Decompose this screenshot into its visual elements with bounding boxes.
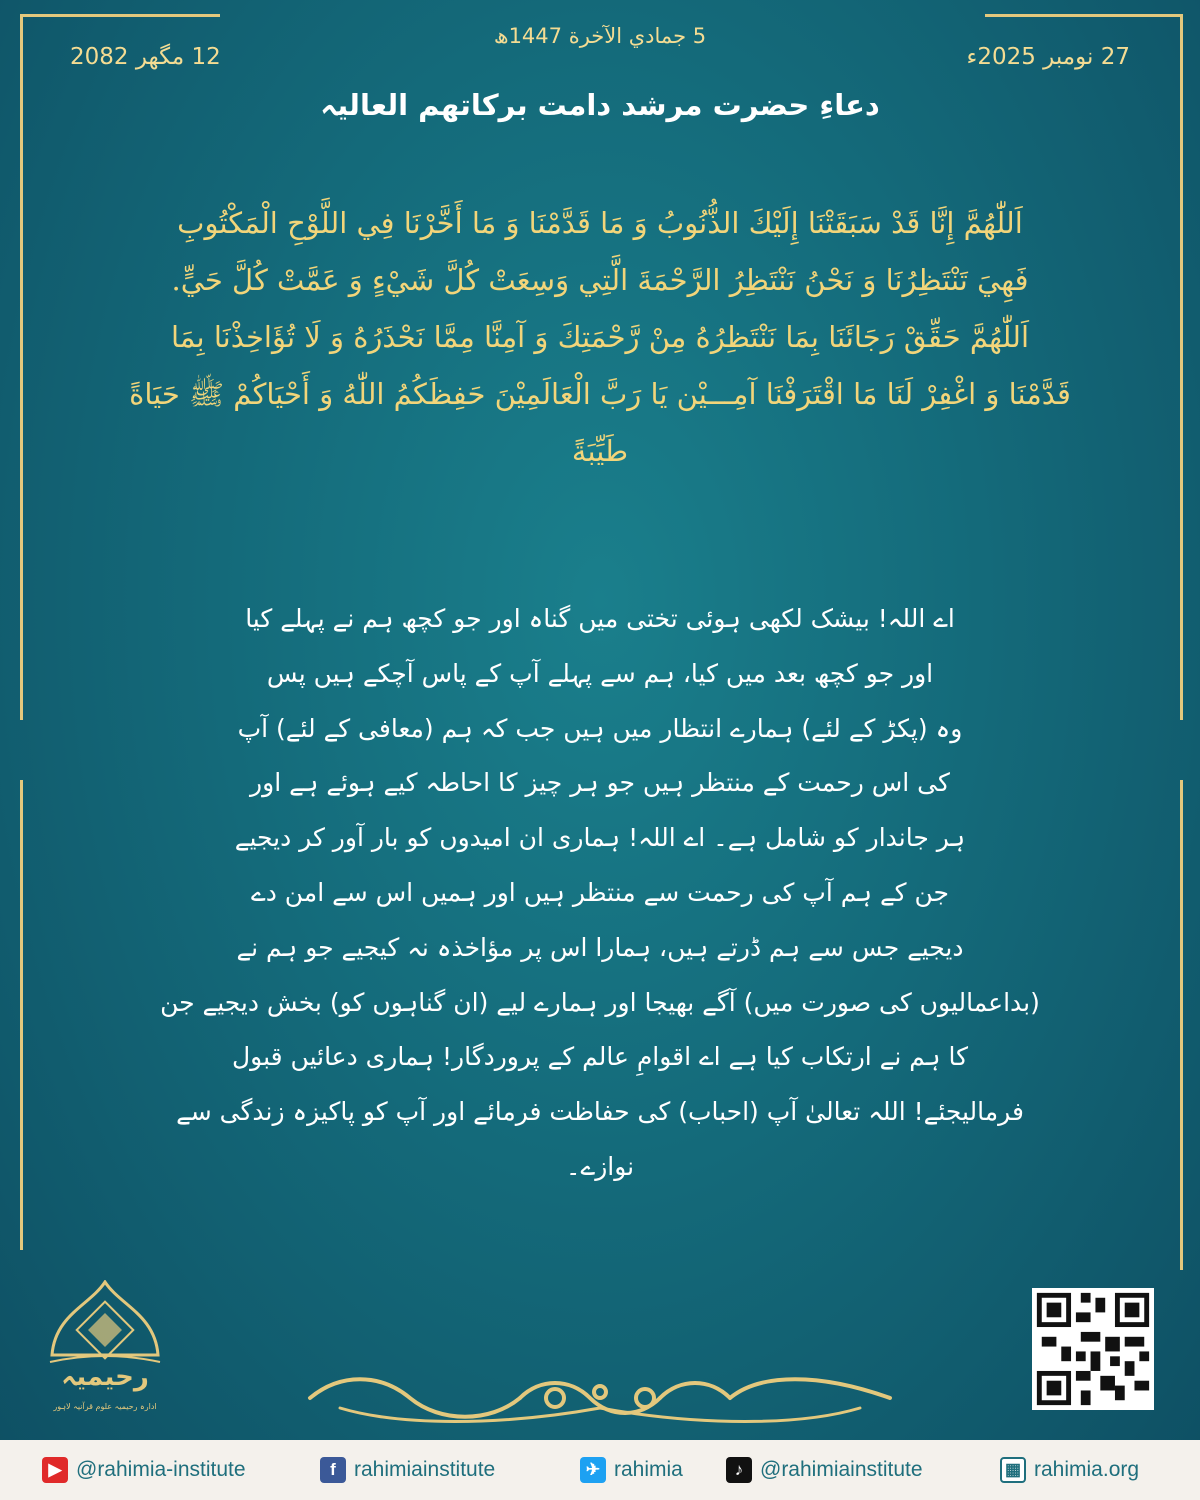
youtube-icon: ▶	[42, 1457, 68, 1483]
rahimia-logo	[40, 1280, 170, 1430]
twitter-handle: rahimia	[614, 1458, 683, 1481]
twitter-icon: ✈	[580, 1457, 606, 1483]
page-title: دعاءِ حضرت مرشد دامت برکاتھم العالیہ	[320, 88, 880, 122]
logo-text: رحیمیہ	[61, 1362, 149, 1392]
urdu-line: (بداعمالیوں کی صورت میں) آگے بھیجا اور ہمارے لیے (ان گناہوں کو) بخش دیجیے جن	[160, 987, 1040, 1017]
website-link[interactable]	[1000, 1456, 1139, 1484]
facebook-icon: f	[320, 1457, 346, 1483]
qr-code-icon	[1032, 1288, 1154, 1410]
website-url: rahimia.org	[1034, 1458, 1140, 1481]
youtube-handle: @rahimia-institute	[76, 1458, 246, 1481]
facebook-handle: rahimiainstitute	[354, 1458, 496, 1481]
facebook-link[interactable]	[320, 1456, 495, 1484]
urdu-line: فرمالیجئے! اللہ تعالیٰ آپ (احباب) کی حفاظت فرمائے اور آپ کو پاکیزہ زندگی سے	[176, 1097, 1024, 1127]
urdu-line: دیجیے جس سے ہم ڈرتے ہیں، ہمارا اس پر مؤاخذہ نہ کیجیے جو ہم نے	[236, 932, 964, 962]
arabic-line: قَدَّمْنَا وَ اغْفِرْ لَنَا مَا اقْتَرَفْنَا آمِـــيْن يَا رَبَّ الْعَالَمِيْنَ حَفِظَكُمُ اللّٰهُ وَ أَحْيَاكُمْ ﷺ حَيَاةً	[129, 377, 1071, 411]
ornament-divider-icon	[300, 1368, 900, 1428]
urdu-line: اور جو کچھ بعد میں کیا، ہم سے پہلے آپ کے پاس آچکے ہیں پس	[266, 658, 934, 688]
arabic-line: طَيِّبَةً	[571, 434, 629, 468]
urdu-line: نوازے۔	[565, 1151, 635, 1181]
qr-code[interactable]	[1032, 1288, 1154, 1410]
gregorian-date: 27 نومبر 2025ء	[966, 44, 1130, 70]
bikrami-date: 12 مگھر 2082	[70, 44, 221, 70]
frame-top-right	[985, 14, 1183, 17]
urdu-translation	[150, 592, 1050, 1195]
urdu-line: ہر جاندار کو شامل ہے۔ اے اللہ! ہماری ان امیدوں کو بار آور کر دیجیے	[234, 823, 966, 853]
frame-top-left	[20, 14, 220, 17]
urdu-line: کا ہم نے ارتکاب کیا ہے اے اقوامِ عالم کے پروردگار! ہماری دعائیں قبول	[232, 1042, 968, 1072]
website-icon: ▦	[1000, 1457, 1026, 1483]
frame-left-bottom	[20, 780, 23, 1250]
urdu-line: کی اس رحمت کے منتظر ہیں جو ہر چیز کا احاطہ کیے ہوئے ہے اور	[250, 768, 950, 798]
arabic-dua	[70, 195, 1130, 480]
twitter-link[interactable]	[580, 1456, 683, 1484]
arabic-line: اَللّٰهُمَّ إِنَّا قَدْ سَبَقَتْنَا إِلَيْكَ الذُّنُوبُ وَ مَا قَدَّمْنَا وَ مَا أَخَّرْنَا فِي اللَّوْحِ الْمَكْتُوبِ	[177, 206, 1023, 240]
urdu-line: جن کے ہم آپ کی رحمت سے منتظر ہیں اور ہمیں اس سے امن دے	[251, 877, 949, 907]
urdu-line: اے اللہ! بیشک لکھی ہوئی تختی میں گناہ اور جو کچھ ہم نے پہلے کیا	[245, 604, 955, 633]
urdu-line: وہ (پکڑ کے لئے) ہمارے انتظار میں ہیں جب کہ ہم (معافی کے لئے) آپ	[237, 713, 963, 743]
tiktok-icon: ♪	[726, 1457, 752, 1483]
youtube-link[interactable]	[42, 1456, 246, 1484]
frame-right-bottom	[1180, 780, 1183, 1270]
arabic-line: اَللّٰهُمَّ حَقِّقْ رَجَائَنَا بِمَا نَنْتَظِرُهُ مِنْ رَّحْمَتِكَ وَ آمِنَّا مِمَّا نَحْذَرُهُ وَ لَا تُؤَاخِذْنَا بِمَا	[170, 320, 1030, 354]
logo-subtext: ادارہ رحیمیہ علوم قرآنیہ لاہور	[53, 1402, 157, 1411]
tiktok-handle: @rahimiainstitute	[760, 1458, 923, 1481]
arabic-line: فَهِيَ تَنْتَظِرُنَا وَ نَحْنُ نَنْتَظِرُ الرَّحْمَةَ الَّتِي وَسِعَتْ كُلَّ شَيْءٍ وَ عَمَّتْ كُلَّ حَيٍّ.	[171, 263, 1029, 297]
hijri-date: 5 جمادي الآخرة 1447ھ	[493, 24, 707, 48]
tiktok-link[interactable]	[726, 1456, 923, 1484]
